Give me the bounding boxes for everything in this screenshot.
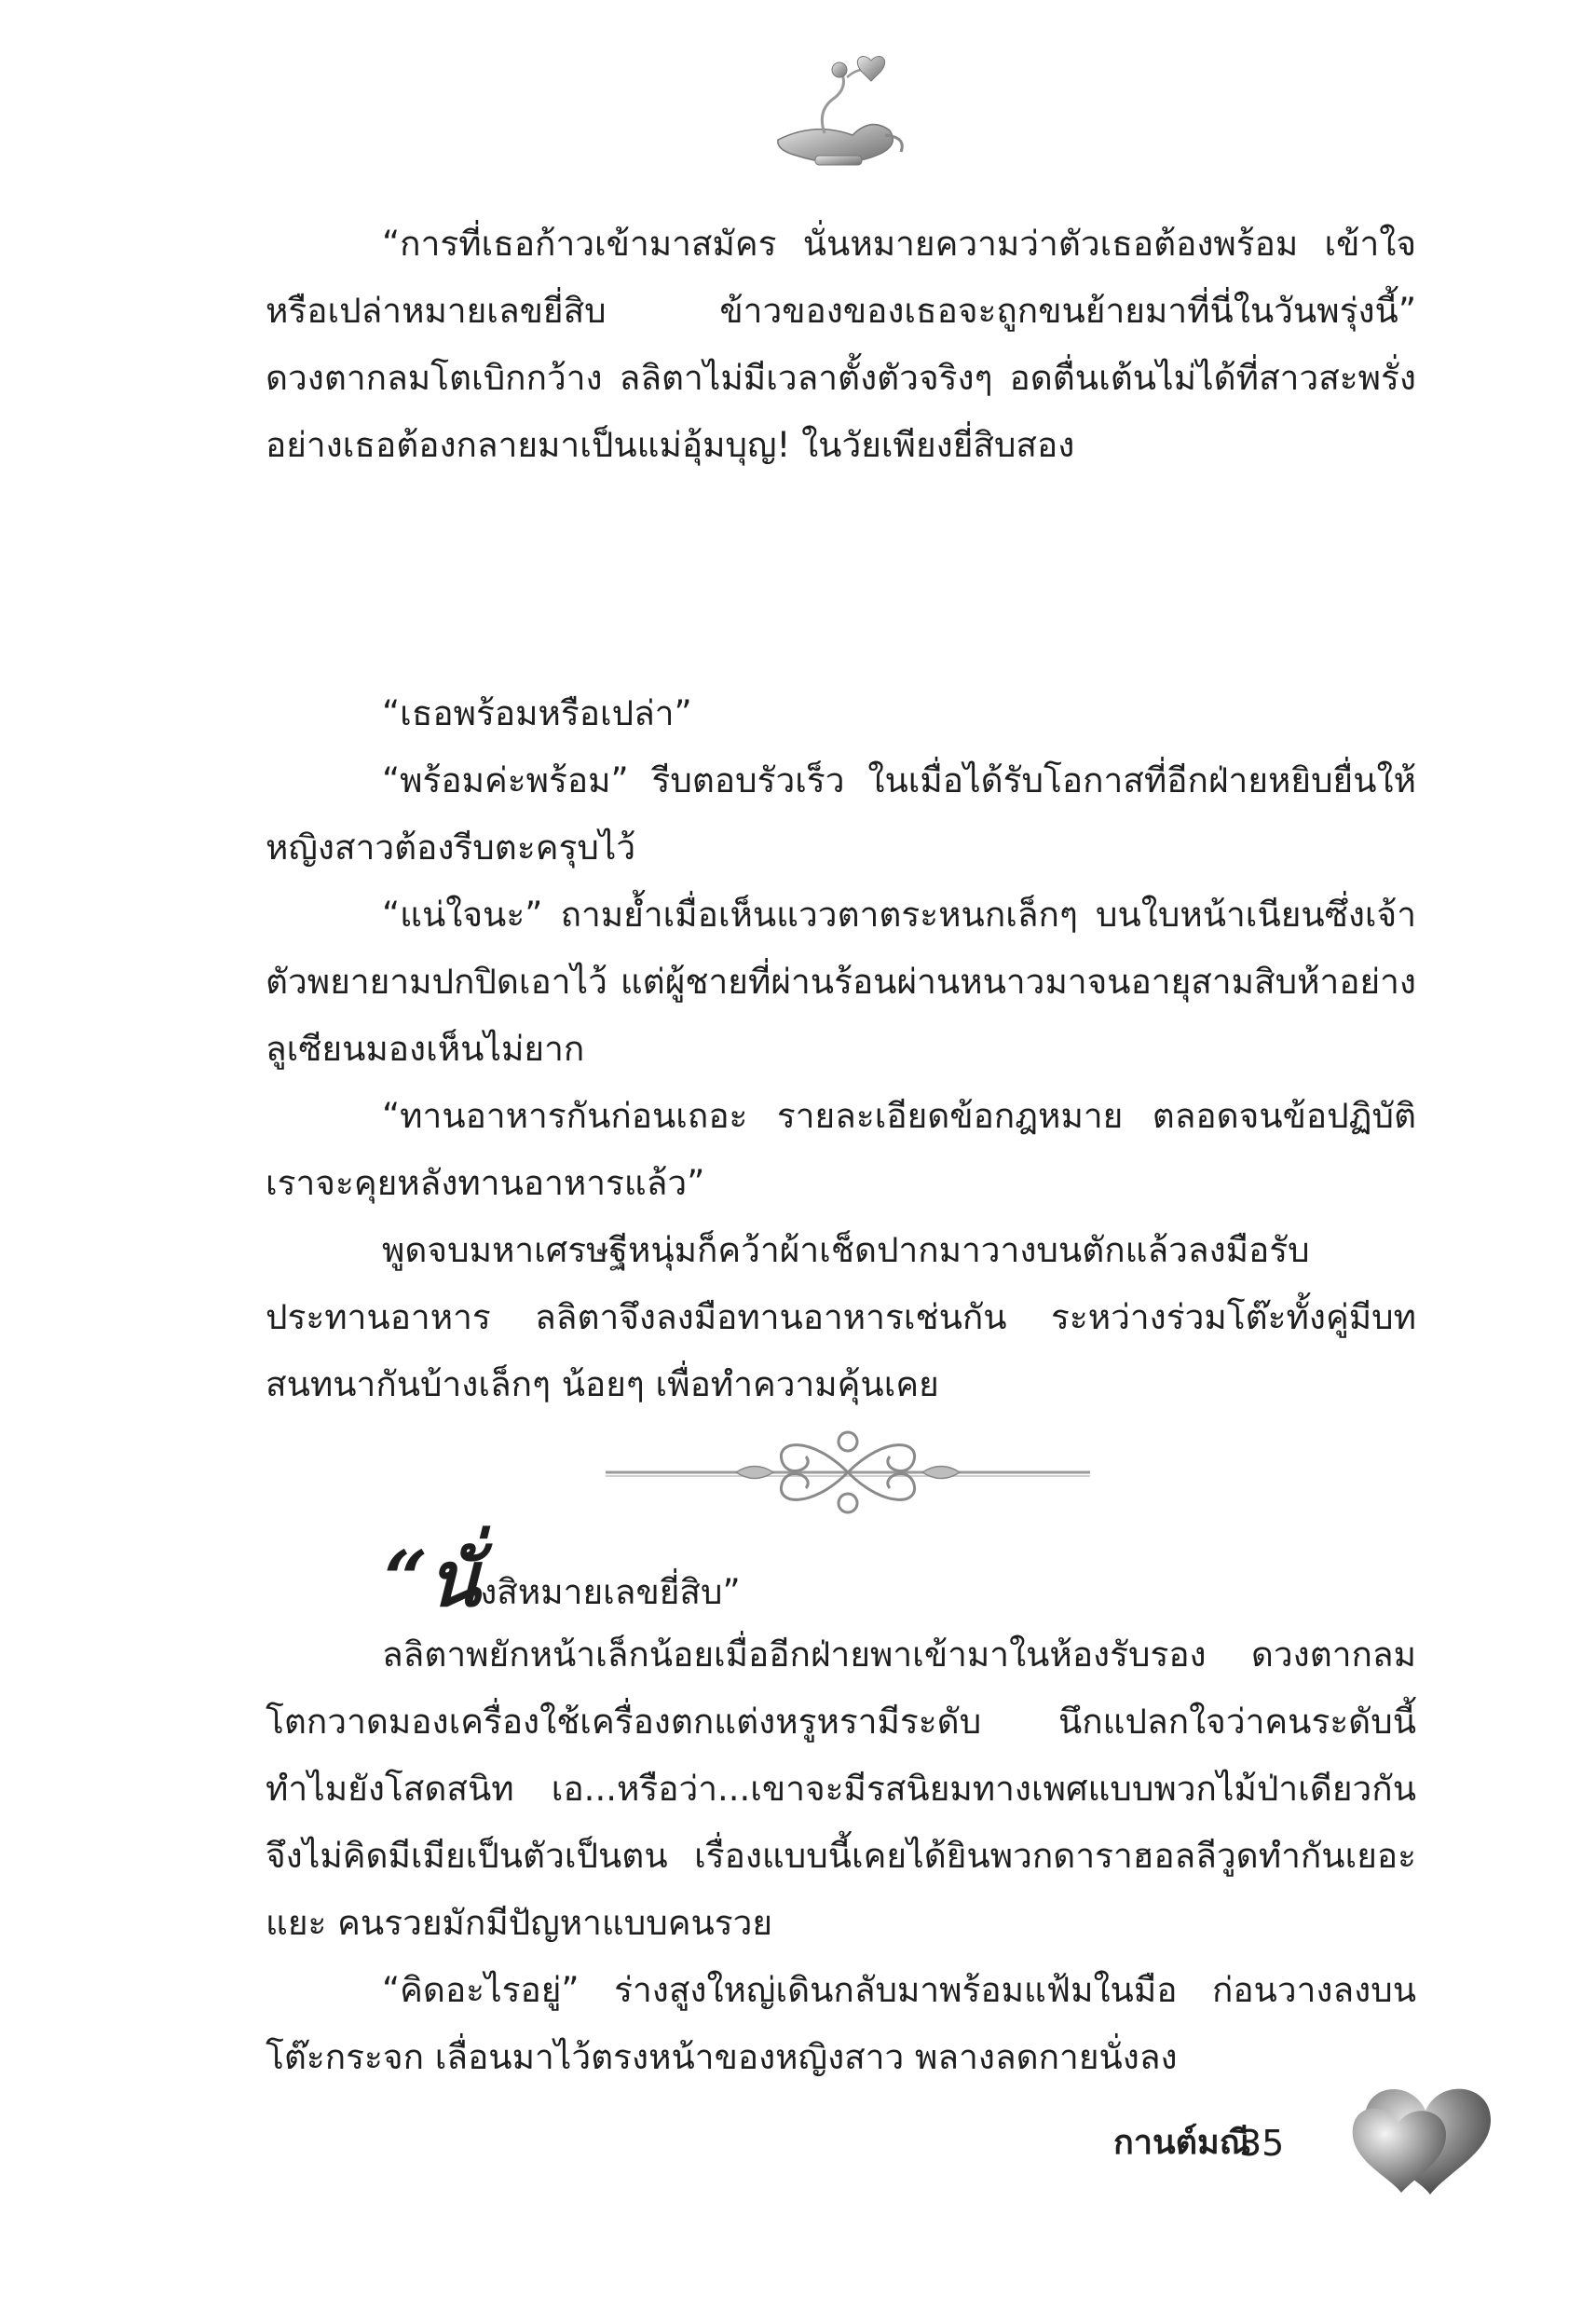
author-name: กานต์มณี <box>1113 2124 1251 2162</box>
body-paragraph: “พร้อมค่ะพร้อม” รีบตอบรัวเร็ว ในเมื่อได้รับโอกาสที่อีกฝ่ายหยิบยื่นให้ หญิงสาวต้องรีบตะครุบไว้ <box>266 760 1416 868</box>
body-paragraph: “การที่เธอก้าวเข้ามาสมัคร นั่นหมายความว่าตัวเธอต้องพร้อม เข้าใจหรือเปล่าหมายเลขยี่สิบ ข้าวของของเธอจะถูกขนย้ายมาที่นี่ในวันพรุ่งนี้” ดวงตากลมโตเบิกกว้าง ลลิตาไม่มีเวลาตั้งตัวจริงๆ อดตื่นเต้นไม่ได้ที่สาวสะพรั่งอย่างเธอต้องกลายมาเป็นแม่อุ้มบุญ! ในวัยเพียงยี่สิบสอง <box>266 224 1416 465</box>
body-paragraph: “ทานอาหารกันก่อนเถอะ รายละเอียดข้อกฎหมาย ตลอดจนข้อปฏิบัติ เราจะคุยหลังทานอาหารแล้ว” <box>266 1096 1416 1203</box>
dropcap-rest: งสิหมายเลขยี่สิบ” <box>480 1572 741 1612</box>
dropcap-line <box>384 1533 741 1626</box>
genie-lamp-cupid-icon <box>759 51 918 177</box>
body-paragraph: “แน่ใจนะ” ถามย้ำเมื่อเห็นแววตาตระหนกเล็กๆ บนใบหน้าเนียนซึ่งเจ้าตัวพยายามปกปิดเอาไว้ แต่ผู้ชายที่ผ่านร้อนผ่านหนาวมาจนอายุสามสิบห้าอย่างลูเซียนมองเห็นไม่ยาก <box>266 895 1416 1069</box>
body-paragraph: ลลิตาพยักหน้าเล็กน้อยเมื่ออีกฝ่ายพาเข้ามาในห้องรับรอง ดวงตากลมโตกวาดมองเครื่องใช้เครื่องตกแต่งหรูหรามีระดับ นึกแปลกใจว่าคนระดับนี้ทำไมยังโสดสนิท เอ...หรือว่า...เขาจะมีรสนิยมทางเพศแบบพวกไม้ป่าเดียวกัน จึงไม่คิดมีเมียเป็นตัวเป็นตน เรื่องแบบนี้เคยได้ยินพวกดาราฮอลลีวูดทำกันเยอะแยะ คนรวยมักมีปัญหาแบบคนรวย <box>266 1634 1416 1943</box>
page-number: 35 <box>1239 2123 1285 2164</box>
silver-hearts-icon <box>1342 2073 1514 2213</box>
body-paragraph: “คิดอะไรอยู่” ร่างสูงใหญ่เดินกลับมาพร้อมแฟ้มในมือ ก่อนวางลงบนโต๊ะกระจก เลื่อนมาไว้ตรงหน้าของหญิงสาว พลางลดกายนั่งลง <box>266 1970 1416 2077</box>
body-paragraph: “เธอพร้อมหรือเปล่า” <box>382 693 692 733</box>
dropcap: “นั่ <box>384 1535 481 1624</box>
body-paragraph: พูดจบมหาเศรษฐีหนุ่มก็คว้าผ้าเช็ดปากมาวางบนตักแล้วลงมือรับประทานอาหาร ลลิตาจึงลงมือทานอาหารเช่นกัน ระหว่างร่วมโต๊ะทั้งคู่มีบทสนทนากันบ้างเล็กๆ น้อยๆ เพื่อทำความคุ้นเคย <box>266 1230 1416 1404</box>
scroll-flourish-divider-icon <box>596 1421 1099 1524</box>
